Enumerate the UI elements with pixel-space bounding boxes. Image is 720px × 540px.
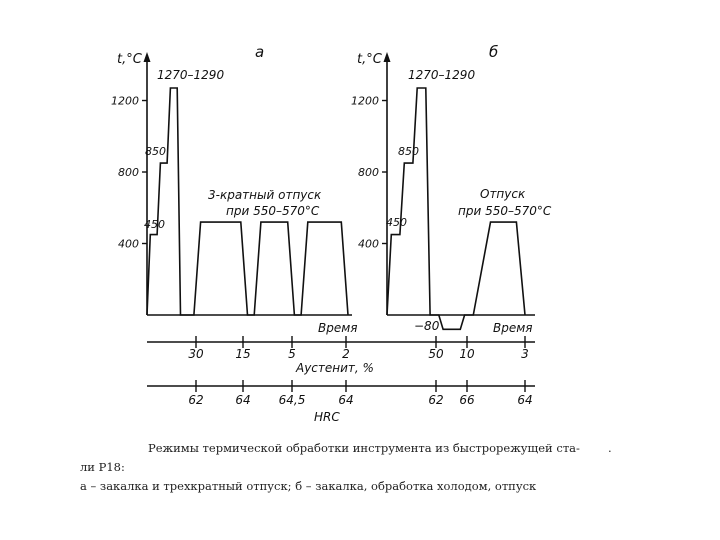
hrc-tick-label: 64 bbox=[235, 393, 251, 407]
panel-b-tempering-annotation-line1: Отпуск bbox=[480, 187, 526, 201]
austenite-tick-label: 50 bbox=[428, 347, 444, 361]
panel-a-y-axis-arrow bbox=[144, 52, 151, 62]
figure-caption-line3: а – закалка и трехкратный отпуск; б – закалка, обработка холодом, отпуск bbox=[80, 479, 537, 493]
panel-b-chart bbox=[351, 43, 552, 335]
panel-a-ytick-label: 800 bbox=[118, 166, 139, 180]
hrc-scale-label: HRC bbox=[314, 410, 340, 424]
hrc-scale-ticks bbox=[188, 380, 532, 407]
panel-a-y-ticks bbox=[111, 95, 147, 251]
figure-caption-line2: ли Р18: bbox=[80, 460, 125, 474]
austenite-tick-label: 2 bbox=[342, 347, 350, 361]
hrc-tick-label: 62 bbox=[428, 393, 444, 407]
panel-a-tempering-annotation-line2: при 550–570°С bbox=[226, 204, 320, 218]
austenite-tick-label: 10 bbox=[459, 347, 475, 361]
panel-b-y-ticks bbox=[351, 95, 387, 251]
panel-b-y-axis-label: t,°C bbox=[357, 52, 382, 67]
panel-a-step-label-450: 450 bbox=[144, 218, 165, 231]
austenite-scale-ticks bbox=[188, 336, 528, 361]
hrc-scale bbox=[147, 380, 535, 424]
austenite-scale bbox=[147, 336, 535, 375]
austenite-tick-label: 3 bbox=[521, 347, 529, 361]
hrc-tick-label: 64 bbox=[517, 393, 533, 407]
panel-b-step-label-850: 850 bbox=[398, 145, 419, 158]
panel-b-ytick-label: 800 bbox=[358, 166, 379, 180]
panel-b-step-label-450: 450 bbox=[386, 216, 407, 229]
panel-a-tempering-annotation-line1: 3-кратный отпуск bbox=[208, 188, 322, 202]
panel-b-ytick-label: 400 bbox=[358, 237, 379, 251]
figure-caption-line1: Режимы термической обработки инструмента из быстрорежущей ста- bbox=[148, 441, 580, 455]
austenite-tick-label: 30 bbox=[188, 347, 204, 361]
austenite-tick-label: 15 bbox=[235, 347, 251, 361]
panel-b-x-axis-label: Время bbox=[493, 321, 533, 335]
panel-a-hardening-temp-label: 1270–1290 bbox=[157, 68, 225, 82]
panel-b-tempering-annotation-line2: при 550–570°С bbox=[458, 204, 552, 218]
hrc-tick-label: 64,5 bbox=[278, 393, 306, 407]
figure-caption-line1-mark: . bbox=[608, 441, 612, 455]
panel-a-chart bbox=[111, 43, 358, 335]
panel-b-cold-treatment-label: −80 bbox=[414, 319, 440, 333]
hrc-tick-label: 62 bbox=[188, 393, 204, 407]
hrc-tick-label: 64 bbox=[338, 393, 354, 407]
panel-a-letter: а bbox=[255, 43, 265, 61]
panel-a-x-axis-label: Время bbox=[318, 321, 358, 335]
panel-a-y-axis-label: t,°C bbox=[117, 52, 142, 67]
austenite-scale-label: Аустенит, % bbox=[296, 361, 374, 375]
panel-b-hardening-temp-label: 1270–1290 bbox=[408, 68, 476, 82]
panel-b-y-axis-arrow bbox=[384, 52, 391, 62]
panel-b-letter: б bbox=[489, 43, 499, 61]
austenite-tick-label: 5 bbox=[288, 347, 296, 361]
panel-a-ytick-label: 400 bbox=[118, 237, 139, 251]
panel-b-ytick-label: 1200 bbox=[351, 94, 379, 108]
panel-a-ytick-label: 1200 bbox=[111, 94, 139, 108]
hrc-tick-label: 66 bbox=[459, 393, 475, 407]
panel-a-step-label-850: 850 bbox=[145, 145, 166, 158]
